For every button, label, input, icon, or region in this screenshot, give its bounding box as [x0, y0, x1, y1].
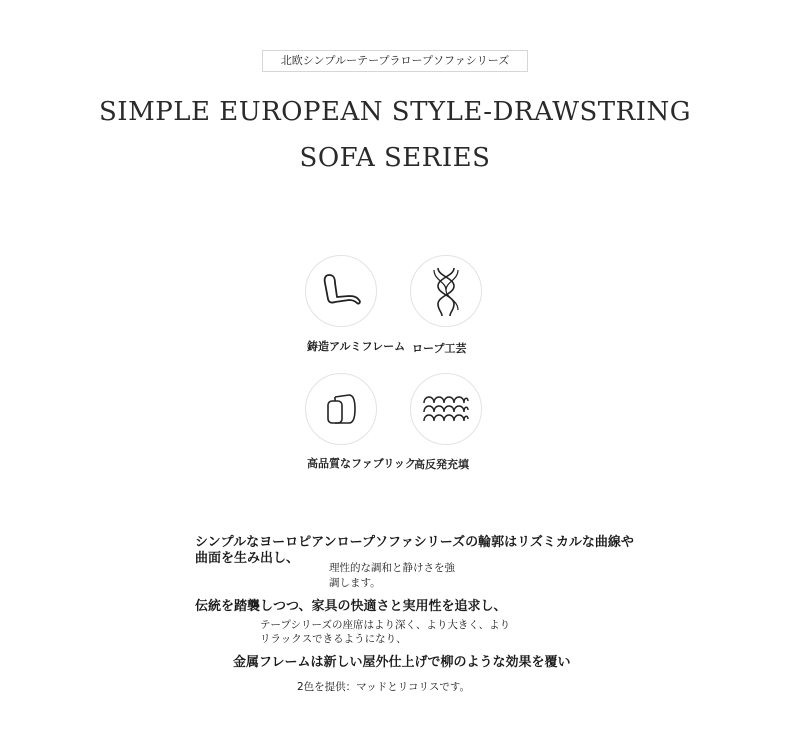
description-line: 理性的な調和と静けさを強	[329, 562, 455, 574]
description-line: 曲面を生み出し、	[195, 551, 300, 566]
description-line: リラックスできるようになり、	[260, 633, 407, 645]
lounge-chair-icon	[319, 269, 363, 313]
feature-label-aluminum-frame: 鋳造アルミフレーム	[307, 340, 406, 353]
feature-label-rope-craft: ロープ工芸	[412, 342, 467, 355]
feature-label-high-resilience-filling: 高反発充填	[414, 458, 469, 471]
twisted-rope-icon	[424, 266, 468, 316]
feature-aluminum-frame	[305, 255, 377, 327]
description-line: 2色を提供：マッドとリコリスです。	[297, 681, 470, 693]
feature-label-quality-fabric: 高品質なファブリック	[307, 457, 416, 470]
series-tag: 北欧シンプルーテープラロープソファシリーズ	[262, 50, 528, 72]
feature-rope-craft	[410, 255, 482, 327]
wave-layers-icon	[421, 389, 471, 429]
description-line: 金属フレームは新しい屋外仕上げで柳のような効果を覆い	[233, 655, 571, 670]
feature-quality-fabric	[305, 373, 377, 445]
description-line: 伝統を踏襲しつつ、家具の快適さと実用性を追求し、	[195, 599, 507, 614]
page-title-line2: SOFA SERIES	[299, 143, 491, 173]
description-line: 調します。	[329, 577, 381, 589]
feature-high-resilience-filling	[410, 373, 482, 445]
fabric-roll-icon	[319, 387, 363, 431]
page-title-line1: SIMPLE EUROPEAN STYLE-DRAWSTRING	[99, 97, 691, 127]
description-line: シンプルなヨーロピアンロープソファシリーズの輪郭はリズミカルな曲線や	[195, 535, 634, 550]
description-line: テープシリーズの座席はより深く、より大きく、より	[260, 619, 511, 631]
